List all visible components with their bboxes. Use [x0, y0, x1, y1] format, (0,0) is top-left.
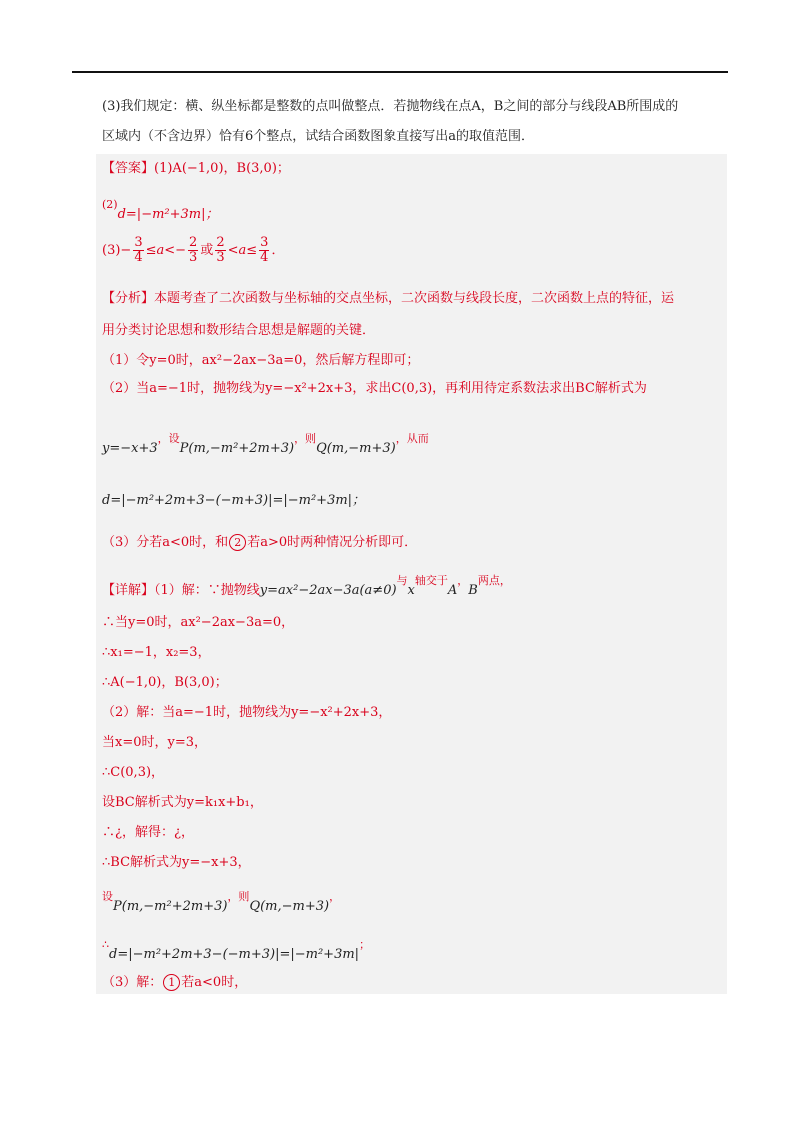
math-expression: Q(m,−m+3)	[316, 441, 396, 456]
math-expression: P(m,−m²+2m+3)	[179, 441, 295, 456]
numerator: 3	[134, 235, 143, 250]
detail-line-6: 当x=0时，y=3，	[102, 735, 208, 750]
text-fragment: ，从而	[395, 432, 429, 445]
detail-line-4: ∴A(−1,0)，B(3,0)；	[102, 675, 228, 690]
text-fragment: ∴	[102, 938, 109, 951]
text-fragment: ，设	[157, 432, 180, 445]
math-expression: d=|−m²+2m+3−(−m+3)|=|−m²+3m|	[109, 947, 360, 962]
denominator: 4	[260, 250, 269, 265]
text-fragment: ，则	[227, 890, 250, 903]
analysis-label: 【分析】	[102, 291, 155, 306]
analysis-line-6	[102, 486, 365, 516]
inequality: <a≤	[227, 243, 258, 258]
answer-part-3-prefix: (3)−	[102, 243, 132, 258]
denominator: 3	[216, 250, 225, 265]
question-line-1: (3)我们规定：横、纵坐标都是整数的点叫做整点．若抛物线在点A，B之间的部分与线段AB所围成的	[102, 99, 679, 114]
circled-number: 1	[163, 974, 180, 991]
text-fragment: （3）解：	[102, 975, 163, 990]
analysis-line-4: （2）当a=−1时，抛物线为y=−x²+2x+3，求出C(0,3)，再利用待定系数法求出BC解析式为	[102, 381, 647, 396]
question-line-2: 区域内（不含边界）恰有6个整点，试结合函数图象直接写出a的取值范围．	[102, 129, 535, 144]
detail-line-2: ∴当y=0时，ax²−2ax−3a=0，	[102, 615, 295, 630]
answer-line-2	[102, 190, 219, 230]
denominator: 3	[189, 250, 198, 265]
math-expression: Q(m,−m+3)	[249, 899, 330, 914]
text-fragment: （1）解：∵抛物线	[154, 583, 260, 598]
header-rule	[72, 71, 728, 73]
numerator: 2	[216, 235, 225, 250]
numerator: 2	[189, 235, 198, 250]
fraction	[259, 236, 269, 265]
denominator: 4	[134, 250, 143, 265]
fraction	[133, 236, 143, 265]
text-fragment: 设	[102, 890, 113, 903]
detail-line-7: ∴C(0,3)，	[102, 765, 165, 780]
text-fragment: ，	[457, 574, 469, 587]
answer-part-1: (1)A(−1,0)，B(3,0)；	[154, 161, 290, 176]
analysis-text: 本题考查了二次函数与坐标轴的交点坐标，二次函数与线段长度，二次函数上点的特征，运	[154, 291, 675, 306]
detail-line-9: ∴¿，解得：¿，	[102, 825, 194, 840]
text-fragment: 与	[396, 574, 408, 587]
answer-part-2-number: (2)	[102, 198, 118, 211]
analysis-line-2: 用分类讨论思想和数形结合思想是解题的关键．	[102, 323, 376, 338]
analysis-line-7	[102, 528, 417, 558]
fraction	[215, 236, 225, 265]
detail-line-12	[102, 930, 370, 970]
answer-label: 【答案】	[102, 161, 155, 176]
answer-line-3	[102, 236, 284, 266]
detail-line-13	[102, 968, 247, 998]
solution-block	[96, 154, 727, 994]
text-fragment: 轴交于	[414, 574, 448, 587]
detail-line-11	[102, 882, 340, 922]
math-expression: B	[468, 583, 478, 598]
detail-line-1	[102, 566, 511, 606]
math-expression: d=|−m²+2m+3−(−m+3)|=|−m²+3m|；	[102, 493, 366, 508]
detail-line-5: （2）解：当a=−1时，抛物线为y=−x²+2x+3，	[102, 705, 392, 720]
text-fragment: ，	[329, 890, 341, 903]
fraction	[188, 236, 198, 265]
math-expression: y=−x+3	[102, 441, 158, 456]
or-text: 或	[200, 243, 214, 258]
answer-line-1	[102, 154, 290, 184]
detail-line-3: ∴x₁=−1，x₂=3，	[102, 645, 211, 660]
text-fragment: 若a<0时，	[181, 975, 248, 990]
analysis-line-3: （1）令y=0时，ax²−2ax−3a=0，然后解方程即可；	[102, 353, 420, 368]
text-fragment: 若a>0时两种情况分析即可．	[247, 535, 418, 550]
circled-number: 2	[229, 534, 246, 551]
detail-label: 【详解】	[102, 583, 155, 598]
analysis-line-1	[102, 284, 674, 314]
detail-line-10: ∴BC解析式为y=−x+3，	[102, 855, 251, 870]
text-fragment: 两点，	[477, 574, 511, 587]
text-fragment: （3）分若a<0时，和	[102, 535, 229, 550]
answer-part-2: d=|−m²+3m|；	[117, 207, 219, 222]
inequality: ≤a<−	[145, 243, 187, 258]
math-expression: P(m,−m²+2m+3)	[113, 899, 228, 914]
analysis-line-5	[102, 424, 429, 464]
text-fragment: ，则	[294, 432, 317, 445]
detail-line-8: 设BC解析式为y=k₁x+b₁，	[102, 795, 263, 810]
math-expression: A	[447, 583, 458, 598]
period: ．	[271, 243, 285, 258]
math-expression: x	[407, 583, 415, 598]
math-expression: y=ax²−2ax−3a(a≠0)	[259, 583, 397, 598]
text-fragment: ；	[359, 938, 371, 951]
numerator: 3	[260, 235, 269, 250]
